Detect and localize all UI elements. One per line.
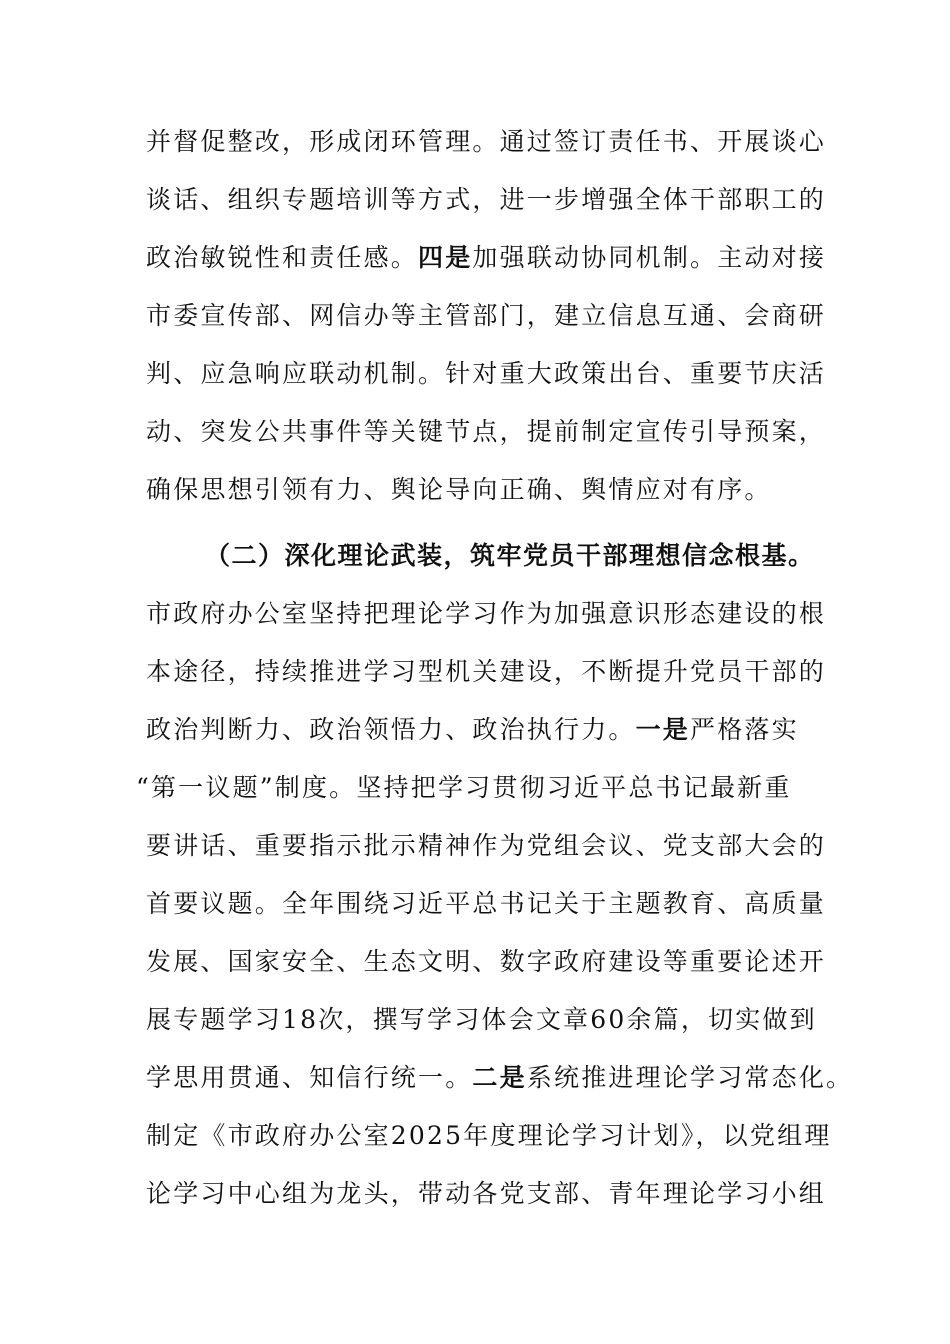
text-span: 政治敏锐性和责任感。 [146, 243, 419, 272]
body-text-line [146, 1000, 826, 1040]
text-span: 确保思想引领有力、舆论导向正确、舆情应对有序。 [146, 475, 772, 504]
text-span: 首要议题。全年围绕习近平总书记关于主题教育、高质量 [146, 889, 827, 918]
emphasis-label: 二是 [472, 1063, 527, 1092]
body-text-line [146, 1058, 854, 1098]
text-span: 加强联动协同机制。主动对接 [472, 243, 827, 272]
text-span: 学思用贯通、知信行统一。 [146, 1063, 473, 1092]
text-span: “第一议题”制度。坚持把学习贯彻习近平总书记最新重 [136, 773, 792, 802]
body-text-line [146, 1174, 826, 1214]
text-span: 本途径，持续推进学习型机关建设，不断提升党员干部的 [146, 657, 827, 686]
section-heading: （二）深化理论武装，筑牢党员干部理想信念根基。 [205, 541, 815, 570]
body-text-line [146, 1116, 832, 1156]
text-span: 谈话、组织专题培训等方式，进一步增强全体干部职工的 [146, 185, 827, 214]
body-text-line [136, 768, 816, 808]
body-text-line [146, 470, 826, 510]
text-span: 市政府办公室坚持把理论学习作为加强意识形态建设的根 [146, 599, 827, 628]
emphasis-label: 一是 [635, 715, 691, 744]
text-span: 并督促整改，形成闭环管理。通过签订责任书、开展谈心 [146, 127, 827, 156]
text-span: 制定《市政府办公室2025年度理论学习计划》，以党组理 [146, 1121, 832, 1150]
body-text-line [146, 710, 826, 750]
text-span: 要讲话、重要指示批示精神作为党组会议、党支部大会的 [146, 831, 827, 860]
body-text-line [146, 884, 826, 924]
body-text-line [146, 296, 826, 336]
text-span: 展专题学习18次，撰写学习体会文章60余篇，切实做到 [146, 1005, 817, 1034]
text-span: 发展、国家安全、生态文明、数字政府建设等重要论述开 [146, 947, 827, 976]
text-span: 动、突发公共事件等关键节点，提前制定宣传引导预案， [146, 417, 827, 446]
body-text-line [146, 238, 826, 278]
body-text-line [146, 652, 826, 692]
body-text-line [146, 412, 826, 452]
body-text-line [146, 180, 826, 220]
body-text-line [146, 122, 826, 162]
text-span: 市委宣传部、网信办等主管部门，建立信息互通、会商研 [146, 301, 827, 330]
body-text-line [146, 942, 826, 982]
text-span: 判、应急响应联动机制。针对重大政策出台、重要节庆活 [146, 359, 827, 388]
body-text-line [146, 594, 826, 634]
body-text-line [146, 826, 826, 866]
body-text-line [146, 354, 826, 394]
text-span: 严格落实 [690, 715, 799, 744]
emphasis-label: 四是 [418, 243, 473, 272]
text-span: 系统推进理论学习常态化。 [526, 1063, 854, 1092]
text-span: 政治判断力、政治领悟力、政治执行力。 [146, 715, 636, 744]
text-span: 论学习中心组为龙头，带动各党支部、青年理论学习小组 [146, 1179, 827, 1208]
